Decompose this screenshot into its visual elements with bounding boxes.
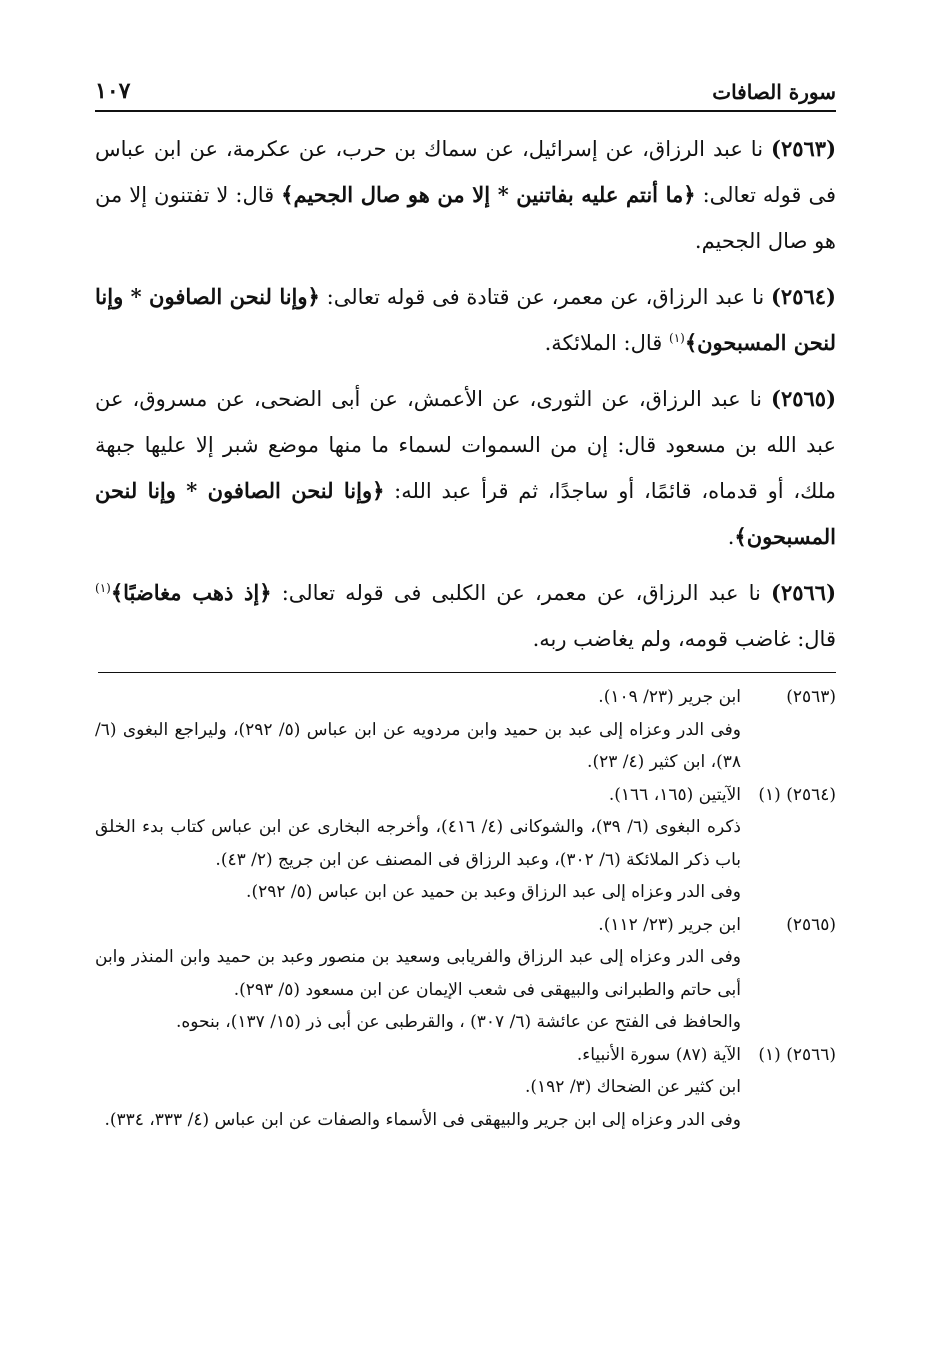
footnote-label: (٢٥٦٣)	[786, 687, 836, 707]
footnote-ref: (١)	[95, 581, 111, 595]
footnote	[95, 779, 836, 812]
quran-verse: ﴿إذ ذهب مغاضبًا﴾	[110, 580, 272, 605]
footnote-text: وفى الدر وعزاه إلى عبد بن حميد وابن مردويه عن ابن عباس (٥/ ٢٩٢)، وليراجع البغوى (٦/ ٣٨)، ابن كثير (٤/ ٢٣).	[95, 719, 741, 772]
hadith-entry	[95, 274, 836, 366]
page-number: ١٠٧	[95, 78, 131, 104]
entry-number: (٢٥٦٦)	[771, 580, 837, 605]
footnote-text: ذكره البغوى (٦/ ٣٩)، والشوكانى (٤/ ٤١٦)، وأخرجه البخارى عن ابن عباس كتاب بدء الخلق باب ذكر الملائكة (٦/ ٣٠٢)، وعبد الرزاق فى المصنف عن ابن جريج (٢/ ٤٣).	[95, 817, 741, 870]
footnote	[95, 714, 836, 779]
footnote	[95, 1104, 836, 1137]
footnote-text: وفى الدر وعزاه إلى ابن جرير والبيهقى فى الأسماء والصفات عن ابن عباس (٤/ ٣٣٣، ٣٣٤).	[104, 1109, 741, 1130]
hadith-entry	[95, 376, 836, 560]
footnote	[95, 1006, 836, 1039]
footnote-text: ابن جرير (٢٣/ ١١٢).	[598, 914, 741, 935]
footnote-label	[741, 714, 836, 779]
footnote	[95, 909, 836, 942]
entry-text: .	[727, 525, 735, 549]
footnote	[95, 681, 836, 714]
footnote-text: والحافظ فى الفتح عن عائشة (٦/ ٣٠٧) ، والقرطبى عن أبى ذر (١٥/ ١٣٧)، بنحوه.	[175, 1012, 741, 1032]
footnote-separator	[98, 672, 836, 673]
footnote-label: (٢٥٦٥)	[786, 914, 836, 935]
entry-text: نا عبد الرزاق، عن إسرائيل، عن سماك بن حرب، عن عكرمة، عن ابن عباس فى قوله تعالى:	[95, 137, 836, 207]
hadith-entry	[95, 126, 836, 264]
footnote-text: ابن جرير (٢٣/ ١٠٩).	[598, 687, 741, 707]
footnote-text: وفى الدر وعزاه إلى عبد الرزاق والفريابى وسعيد بن منصور وعبد بن حميد وابن المنذر وابن أبى حاتم والطبرانى والبيهقى فى شعب الإيمان عن ابن مسعود (٥/ ٢٩٣).	[95, 947, 741, 1000]
footnote-label: (٢٥٦٤) (١)	[758, 784, 836, 805]
page	[95, 78, 836, 1136]
main-text	[95, 126, 836, 662]
footnote-label	[741, 1104, 836, 1137]
footnote-label	[741, 1006, 836, 1039]
entry-text: نا عبد الرزاق، عن الثورى، عن الأعمش، عن أبى الضحى، عن مسروق، عن عبد الله بن مسعود قال: إن من السموات لسماء ما منها موضع شبر إلا عليها جبهة ملك، أو قدماه، قائمًا، أو ساجدًا، ثم قرأ عبد الله:	[95, 387, 836, 503]
quran-verse: ﴿ما أنتم عليه بفاتنين * إلا من هو صال الجحيم﴾	[281, 182, 696, 207]
entry-number: (٢٥٦٤)	[770, 284, 836, 309]
footnote-label	[741, 811, 836, 876]
footnote	[95, 1071, 836, 1104]
footnote-label	[741, 876, 836, 909]
footnote-text: ابن كثير عن الضحاك (٣/ ١٩٢).	[524, 1077, 741, 1097]
footnote-text: الآية (٨٧) سورة الأنبياء.	[576, 1044, 741, 1065]
footnote-label: (٢٥٦٦) (١)	[758, 1044, 836, 1065]
footnote	[95, 876, 836, 909]
page-header	[95, 78, 836, 112]
footnote	[95, 811, 836, 876]
entry-text: قال: غاضب قومه، ولم يغاضب ربه.	[532, 627, 836, 651]
footnote	[95, 941, 836, 1006]
surah-title: سورة الصافات	[712, 80, 836, 104]
entry-text: قال: لا تفتنون إلا من هو صال الجحيم.	[95, 183, 836, 253]
footnote-label	[741, 941, 836, 1006]
entry-number: (٢٥٦٣)	[771, 136, 836, 161]
footnote-ref: (١)	[669, 331, 685, 345]
quran-verse: ﴿وإنا لنحن الصافون * وإنا لنحن المسبحون﴾	[95, 478, 836, 549]
entry-number: (٢٥٦٥)	[771, 386, 836, 411]
footnote-label	[741, 1071, 836, 1104]
footnotes	[95, 681, 836, 1136]
footnote-text: وفى الدر وعزاه إلى عبد الرزاق وعبد بن حميد عن ابن عباس (٥/ ٢٩٢).	[246, 882, 741, 902]
footnote	[95, 1039, 836, 1072]
footnote-text: الآيتين (١٦٥، ١٦٦).	[608, 784, 741, 805]
hadith-entry	[95, 570, 836, 662]
entry-text: قال: الملائكة.	[544, 331, 669, 355]
entry-text: نا عبد الرزاق، عن معمر، عن الكلبى فى قوله تعالى:	[271, 581, 772, 605]
quran-verse: ﴿وإنا لنحن الصافون * وإنا لنحن المسبحون﴾	[95, 284, 836, 355]
entry-text: نا عبد الرزاق، عن معمر، عن قتادة فى قوله تعالى:	[319, 285, 771, 309]
